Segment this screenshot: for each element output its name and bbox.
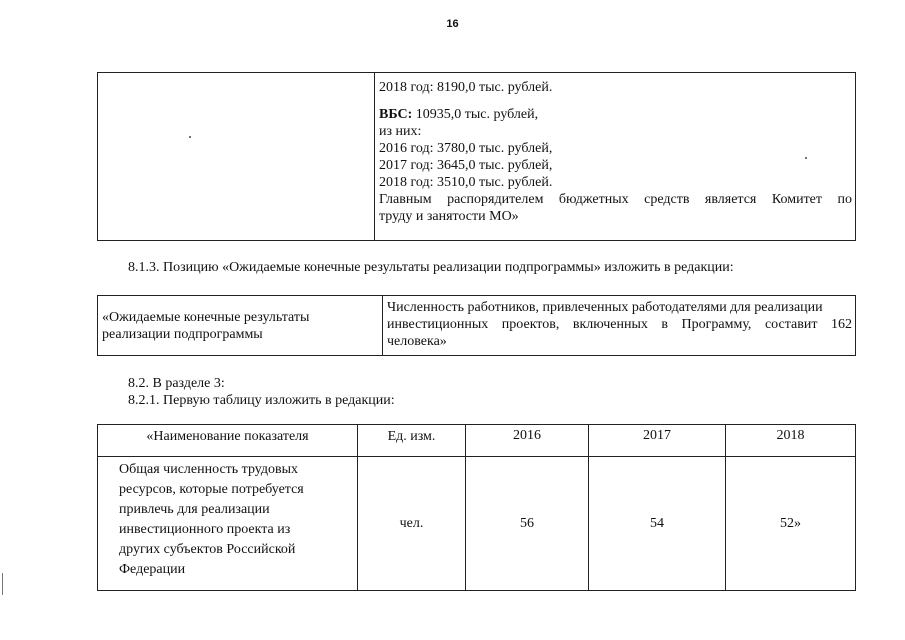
header-2018-text: 2018 [776, 428, 805, 443]
vbs-2017-line: 2017 год: 3645,0 тыс. рублей, [379, 158, 553, 173]
indicator-name-line: Общая численность трудовых [119, 462, 299, 477]
paragraph-8-2-1: 8.2.1. Первую таблицу изложить в редакции: [128, 393, 395, 408]
header-2017-text: 2017 [643, 428, 671, 443]
scan-speck [805, 157, 807, 159]
value-2018-cell [726, 457, 856, 591]
vbs-line [379, 106, 852, 123]
funding-table-left-cell [98, 73, 375, 241]
indicator-name-line: других субъектов Российской [119, 542, 296, 557]
manager-line-2: труду и занятости МО» [379, 209, 519, 224]
indicator-name-cell [98, 457, 358, 591]
unit-value: чел. [399, 515, 424, 531]
scan-speck [189, 136, 191, 138]
indicator-table-header-row [98, 425, 856, 457]
paragraph-8-1-3: 8.1.3. Позицию «Ожидаемые конечные результаты реализации подпрограммы» изложить в редакции: [128, 260, 734, 275]
vbs-2018-line: 2018 год: 3510,0 тыс. рублей. [379, 175, 553, 190]
vbs-label: ВБС: [379, 107, 413, 122]
header-unit [358, 425, 466, 457]
expected-results-table [97, 295, 856, 356]
expected-results-value-cell [383, 296, 856, 356]
expected-results-label-line-1: «Ожидаемые конечные результаты [102, 309, 310, 325]
table-row [98, 457, 856, 591]
expected-results-line-1: Численность работников, привлеченных работодателями для реализации [387, 300, 823, 315]
header-unit-text: Ед. изм. [387, 429, 436, 444]
unit-cell [358, 457, 466, 591]
value-2016-cell [466, 457, 589, 591]
expected-results-line-3: человека» [387, 334, 447, 349]
header-2018 [726, 425, 856, 457]
funding-table-right-cell [375, 73, 856, 241]
header-indicator-name [98, 425, 358, 457]
vbs-2016-line: 2016 год: 3780,0 тыс. рублей, [379, 141, 553, 156]
value-2017: 54 [650, 515, 664, 531]
header-indicator-name-text: «Наименование показателя [146, 429, 309, 444]
page-number: 16 [446, 18, 459, 30]
value-2018: 52» [780, 515, 801, 531]
manager-line-1: Главным распорядителем бюджетных средств является Комитет по [379, 192, 852, 207]
funding-2018-line: 2018 год: 8190,0 тыс. рублей. [379, 80, 553, 95]
scan-edge-mark [2, 573, 3, 595]
value-2016: 56 [520, 515, 534, 531]
expected-results-line-2: инвестиционных проектов, включенных в Программу, составит 162 [387, 317, 852, 332]
expected-results-label-cell [98, 296, 383, 356]
indicator-name-line: ресурсов, которые потребуется [119, 482, 304, 497]
paragraph-8-2: 8.2. В разделе 3: [128, 376, 225, 391]
expected-results-label-line-2: реализации подпрограммы [102, 326, 263, 342]
vbs-value: 10935,0 тыс. рублей, [412, 107, 539, 122]
header-2016 [466, 425, 589, 457]
indicator-name-line: Федерации [119, 562, 186, 577]
indicator-name-line: инвестиционного проекта из [119, 522, 291, 537]
funding-table [97, 72, 856, 241]
from-them-line: из них: [379, 124, 422, 139]
indicator-name-line: привлечь для реализации [119, 502, 270, 517]
header-2016-text: 2016 [513, 428, 541, 443]
value-2017-cell [589, 457, 726, 591]
header-2017 [589, 425, 726, 457]
indicator-table [97, 424, 856, 591]
